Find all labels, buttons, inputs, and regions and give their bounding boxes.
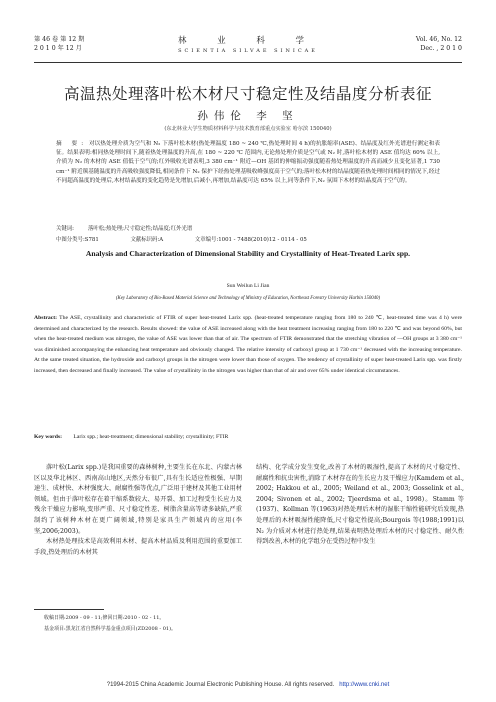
- header-center: [34, 36, 462, 55]
- abstract-cn-label: 摘 要:: [56, 141, 88, 147]
- abstract-en-label: Abstract:: [34, 315, 58, 321]
- paper-authors: 孙伟伦 李 坚: [197, 110, 299, 122]
- keywords-cn: [56, 224, 222, 232]
- clc-number: 中图分类号:S781: [56, 237, 99, 243]
- footnote-received: 收稿日期:2009 - 09 - 11;修回日期:2010 - 02 - 11。: [44, 615, 165, 621]
- abstract-cn: [56, 140, 440, 186]
- paper-authors-en: Sun Weilun Li Jian: [226, 283, 270, 289]
- footnote-funding: 基金项目:黑龙江省自然科学基金重点项目(ZD2008 - 01)。: [44, 626, 177, 632]
- journal-name-en: SCIENTIA SILVAE SINICAE: [178, 48, 318, 54]
- footnote-divider: [34, 609, 104, 610]
- body-paragraph: 落叶松(Larix spp.)是我国重要的森林树种,主要生长在东北、内蒙古林区以及华北林区、西南高山地区,天然分布很广,具有生长适应性极强、早期速生、成材快、木材强度大、耐腐性强等优点,广泛用于建材及其他工业用材领域。但由于落叶松存在着干缩系数较大、易开裂、加工过程受生长应力及残余干燥应力影响,变形严重、尺寸稳定性差、树脂含量高等诸多缺陷,严重制约了该树种木材在更广阔领域,特别是家具生产领域内的应用(李坚,2006;2003)。: [34, 464, 242, 535]
- keywords-en: [34, 434, 462, 440]
- header-date-en: Dec. , 2 0 1 0: [420, 44, 462, 52]
- keywords-en-label: Key words:: [34, 434, 62, 440]
- paper-title: 高温热处理落叶松木材尺寸稳定性及结晶度分析表征: [63, 85, 432, 103]
- header-volume: 第 46 卷 第 12 期: [34, 36, 85, 43]
- paper-title-en: Analysis and Characterization of Dimensional Stability and Crystallinity of Heat-Treated Larix spp.: [85, 249, 411, 258]
- paper-affiliation-en: (Key Laboratory of Bio-Based Material Science and Technology of Ministry of Education, Northeast Forestry University Harbin 150040): [115, 296, 381, 301]
- header-date: 2 0 1 0 年 12 月: [34, 44, 82, 52]
- body-column-left: [34, 463, 242, 558]
- header-right: [416, 36, 462, 53]
- body-paragraph: 木材热处理技术是高效利用木材、提高木材品质及利用范围的重要加工手段,热处理后的木材其: [34, 538, 242, 556]
- abstract-en-text: The ASE, crystallinity and characteristic of FTIR of super heat-treated Larix spp. (heat-treated temperature ranging from 180 to 240 ℃, heat-treated time was 4 h) were determined and characterized by the research. Results showed: the value of ASE increased along with the heat treatment increasing ranging from 180 to 220 ℃ and was beyond 60%, but when the heat-treated medium was nitrogen, the value of ASE was lower than that of air. The spectrum of FTIR demonstrated that the stretching vibration of —OH groups at 3 380 cm⁻¹ was diminished accompanying the enhancing heat temperature and obviously changed. The relative intensity of carboxyl group at 1 730 cm⁻¹ decreased with the increasing temperature. At the same treated situation, the hydroxide and carboxyl groups in the nitrogen were lower than those of oxygen. The tendency of crystallinity of super heat-treated Larix spp. was firstly increased, then decreased and finally increased. The value of crystallinity in the nitrogen was higher than that of air and over 65% under identical circumstances.: [34, 315, 462, 374]
- journal-name-cn: 林 业 科 学: [177, 36, 319, 46]
- copyright-line: [0, 682, 496, 688]
- keywords-cn-label: 关键词:: [56, 226, 74, 232]
- body-paragraph: 结构、化学成分发生变化,改善了木材的吸湿性,提高了木材的尺寸稳定性、耐腐性和抗虫害性,消除了木材存在的生长应力及干燥应力(Kamdem et al., 2002; Hakkou et al., 2005; Weiland et al., 2003; Gosselink et al., 2004; Sivonen et al., 2002; Tjeerdsma et al., 1998)。Stamm 等(1937)、Kollman 等(1963)对热处理后木材的湿胀干缩性能研究后发现,热处理后的木材吸湿性能降低,尺寸稳定性提高;Bourgois 等(1988;1991)以 N₂ 为介质对木材进行热处理,结果表明热处理后木材的尺寸稳定性、耐久性得到改善,木材的化学组分在受热过程中发生: [256, 464, 464, 546]
- keywords-en-text: Larix spp.; heat-treatment; dimensional stability; crystallinity; FTIR: [73, 434, 229, 440]
- paper-affiliation: (东北林业大学生物质材料科学与技术教育部重点实验室 哈尔滨 150040): [164, 126, 332, 132]
- abstract-en: [34, 313, 462, 377]
- header-volume-en: Vol. 46, No. 12: [415, 36, 462, 43]
- article-id: 文章编号:1001 - 7488(2010)12 - 0114 - 05: [194, 237, 307, 243]
- body-column-right: [256, 463, 464, 548]
- keywords-cn-text: 落叶松;热处理;尺寸稳定性;结晶度;红外光谱: [88, 226, 193, 232]
- running-header: [34, 36, 462, 63]
- classification-row: [56, 235, 337, 243]
- document-code: 文献标识码:A: [130, 237, 164, 243]
- copyright-url[interactable]: http://www.cnki.net: [339, 682, 390, 688]
- abstract-cn-text: 对以热处理介质为空气和 N₂ 下落叶松木材(热处理温度 180 ~ 240 ℃,热处理时间 4 h)的抗胀缩率(ASE)、结晶度及红外光谱进行测定和表征。结果表明:相同热处理时间下,随着热处理温度的升高,在 180 ~ 220 ℃ 范围内,无论热处理介质是空气或 N₂ 时,落叶松木材的 ASE 值均达 60% 以上,介质为 N₂ 的木材的 ASE 值低于空气的;红外吸收光谱表明,3 380 cm⁻¹ 附近—OH 基团的伸缩振动强度随着热处理温度的升高而减少且变化显著,1 730 cm⁻¹ 附近羰基随温度的升高吸收强度降低,相同条件下 N₂ 保护下经热处理基吸收峰强度高于空气的;落叶松木材的结晶度随着热处理时间相同的情况下,经过不同超高温度的处理后,木材结晶度的变化趋势是先增加,后减小,再增加,结晶度可达 65% 以上,同等条件下,N₂ 氛围下木材的结晶度高于空气的。: [56, 141, 441, 184]
- copyright-text: ?1994-2015 China Academic Journal Electronic Publishing House. All rights reserved.: [106, 682, 335, 688]
